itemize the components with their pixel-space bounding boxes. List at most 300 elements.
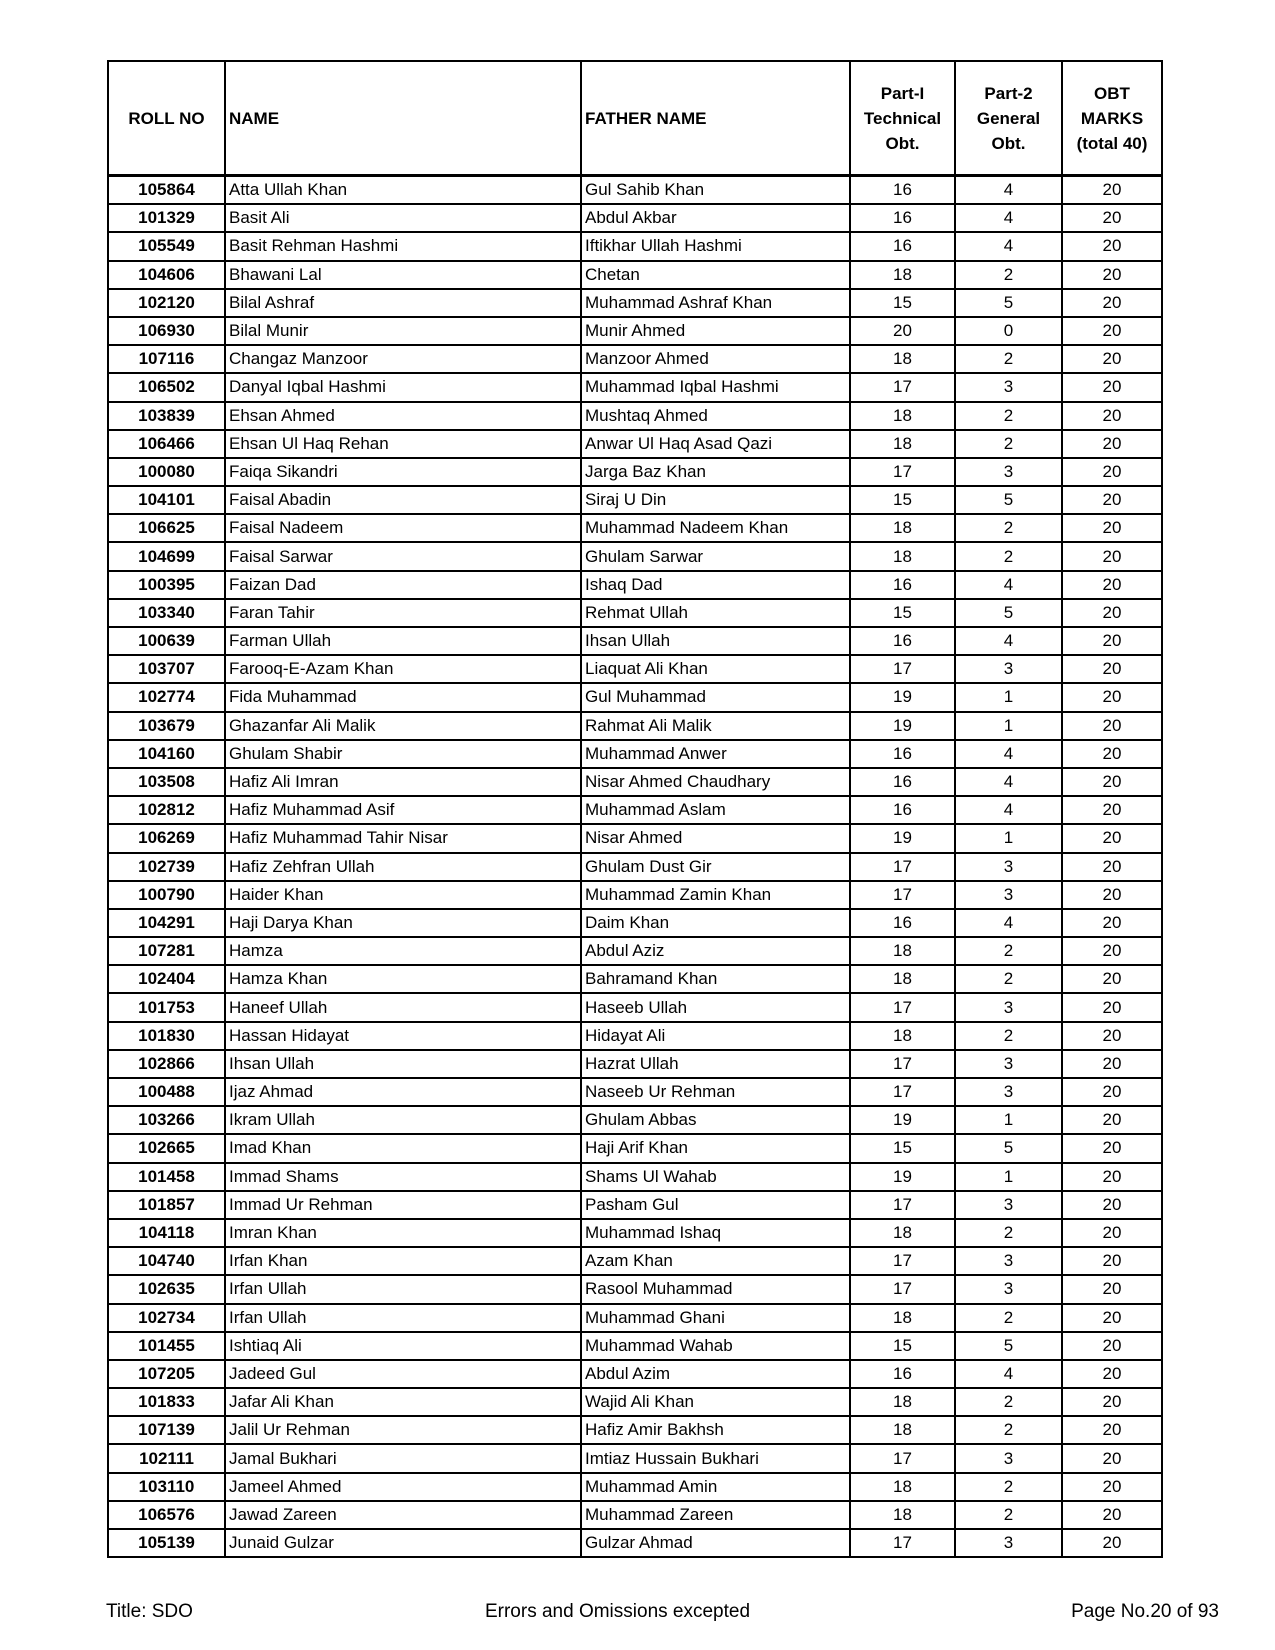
obt-marks-cell: 20 — [1062, 768, 1162, 796]
roll-no-cell: 105549 — [108, 232, 225, 260]
table-row — [108, 655, 1162, 683]
name-cell: Jamal Bukhari — [225, 1444, 581, 1472]
obt-marks-cell: 20 — [1062, 1022, 1162, 1050]
roll-no-cell: 103110 — [108, 1473, 225, 1501]
roll-no-cell: 102734 — [108, 1304, 225, 1332]
header-obt-marks: OBT MARKS (total 40) — [1062, 61, 1162, 176]
name-cell: Hafiz Muhammad Asif — [225, 796, 581, 824]
part1-score-cell: 18 — [850, 402, 955, 430]
name-cell: Hassan Hidayat — [225, 1022, 581, 1050]
roll-no-cell: 104101 — [108, 486, 225, 514]
obt-marks-cell: 20 — [1062, 1134, 1162, 1162]
father-name-cell: Azam Khan — [581, 1247, 850, 1275]
part2-score-cell: 3 — [955, 1275, 1062, 1303]
part2-score-cell: 2 — [955, 430, 1062, 458]
obt-marks-cell: 20 — [1062, 1219, 1162, 1247]
obt-marks-cell: 20 — [1062, 937, 1162, 965]
part2-score-cell: 3 — [955, 1078, 1062, 1106]
table-row — [108, 1275, 1162, 1303]
obt-marks-cell: 20 — [1062, 261, 1162, 289]
part2-score-cell: 0 — [955, 317, 1062, 345]
roll-no-cell: 100080 — [108, 458, 225, 486]
name-cell: Jalil Ur Rehman — [225, 1416, 581, 1444]
obt-marks-cell: 20 — [1062, 824, 1162, 852]
name-cell: Hafiz Ali Imran — [225, 768, 581, 796]
part1-score-cell: 17 — [850, 1050, 955, 1078]
part1-score-cell: 18 — [850, 1388, 955, 1416]
roll-no-cell: 103266 — [108, 1106, 225, 1134]
roll-no-cell: 106576 — [108, 1501, 225, 1529]
part2-score-cell: 3 — [955, 373, 1062, 401]
part2-score-cell: 2 — [955, 1473, 1062, 1501]
part1-score-cell: 18 — [850, 1501, 955, 1529]
roll-no-cell: 102665 — [108, 1134, 225, 1162]
part1-score-cell: 15 — [850, 1134, 955, 1162]
part1-score-cell: 16 — [850, 627, 955, 655]
part1-score-cell: 17 — [850, 1247, 955, 1275]
obt-marks-cell: 20 — [1062, 430, 1162, 458]
part2-score-cell: 2 — [955, 402, 1062, 430]
roll-no-cell: 107139 — [108, 1416, 225, 1444]
father-name-cell: Gul Sahib Khan — [581, 176, 850, 205]
part2-score-cell: 2 — [955, 514, 1062, 542]
name-cell: Ikram Ullah — [225, 1106, 581, 1134]
roll-no-cell: 103508 — [108, 768, 225, 796]
part2-score-cell: 3 — [955, 458, 1062, 486]
obt-marks-cell: 20 — [1062, 712, 1162, 740]
part2-score-cell: 3 — [955, 853, 1062, 881]
father-name-cell: Hafiz Amir Bakhsh — [581, 1416, 850, 1444]
part1-score-cell: 16 — [850, 1360, 955, 1388]
obt-marks-cell: 20 — [1062, 796, 1162, 824]
name-cell: Haider Khan — [225, 881, 581, 909]
roll-no-cell: 106625 — [108, 514, 225, 542]
obt-marks-cell: 20 — [1062, 373, 1162, 401]
obt-marks-cell: 20 — [1062, 627, 1162, 655]
father-name-cell: Siraj U Din — [581, 486, 850, 514]
table-row — [108, 740, 1162, 768]
part2-score-cell: 4 — [955, 1360, 1062, 1388]
table-row — [108, 1501, 1162, 1529]
table-row — [108, 937, 1162, 965]
part2-score-cell: 2 — [955, 345, 1062, 373]
part1-score-cell: 18 — [850, 1473, 955, 1501]
name-cell: Haneef Ullah — [225, 993, 581, 1021]
table-row — [108, 1106, 1162, 1134]
part2-score-cell: 4 — [955, 204, 1062, 232]
table-row — [108, 1163, 1162, 1191]
table-row — [108, 965, 1162, 993]
part1-score-cell: 18 — [850, 965, 955, 993]
roll-no-cell: 102111 — [108, 1444, 225, 1472]
part2-score-cell: 4 — [955, 571, 1062, 599]
table-row — [108, 1304, 1162, 1332]
name-cell: Fida Muhammad — [225, 683, 581, 711]
father-name-cell: Rasool Muhammad — [581, 1275, 850, 1303]
roll-no-cell: 103340 — [108, 599, 225, 627]
roll-no-cell: 101329 — [108, 204, 225, 232]
roll-no-cell: 102739 — [108, 853, 225, 881]
table-row — [108, 1529, 1162, 1557]
part1-score-cell: 17 — [850, 853, 955, 881]
obt-marks-cell: 20 — [1062, 1388, 1162, 1416]
obt-marks-cell: 20 — [1062, 317, 1162, 345]
roll-no-cell: 102120 — [108, 289, 225, 317]
obt-marks-cell: 20 — [1062, 740, 1162, 768]
name-cell: Immad Ur Rehman — [225, 1191, 581, 1219]
part1-score-cell: 15 — [850, 1332, 955, 1360]
part1-score-cell: 18 — [850, 1022, 955, 1050]
father-name-cell: Pasham Gul — [581, 1191, 850, 1219]
page-footer — [0, 1598, 1275, 1626]
table-row — [108, 712, 1162, 740]
table-row — [108, 402, 1162, 430]
part2-score-cell: 3 — [955, 1529, 1062, 1557]
name-cell: Ghazanfar Ali Malik — [225, 712, 581, 740]
part1-score-cell: 16 — [850, 176, 955, 205]
name-cell: Faisal Nadeem — [225, 514, 581, 542]
part1-score-cell: 18 — [850, 514, 955, 542]
father-name-cell: Muhammad Wahab — [581, 1332, 850, 1360]
table-row — [108, 599, 1162, 627]
table-row — [108, 458, 1162, 486]
roll-no-cell: 102635 — [108, 1275, 225, 1303]
name-cell: Basit Ali — [225, 204, 581, 232]
part2-score-cell: 2 — [955, 1388, 1062, 1416]
header-father-name: FATHER NAME — [581, 61, 850, 176]
table-row — [108, 909, 1162, 937]
part1-score-cell: 18 — [850, 937, 955, 965]
father-name-cell: Ghulam Sarwar — [581, 542, 850, 570]
roll-no-cell: 101833 — [108, 1388, 225, 1416]
table-row — [108, 1332, 1162, 1360]
roll-no-cell: 100639 — [108, 627, 225, 655]
roll-no-cell: 102812 — [108, 796, 225, 824]
part1-score-cell: 19 — [850, 683, 955, 711]
name-cell: Junaid Gulzar — [225, 1529, 581, 1557]
father-name-cell: Ihsan Ullah — [581, 627, 850, 655]
name-cell: Irfan Khan — [225, 1247, 581, 1275]
obt-marks-cell: 20 — [1062, 204, 1162, 232]
obt-marks-cell: 20 — [1062, 1106, 1162, 1134]
father-name-cell: Liaquat Ali Khan — [581, 655, 850, 683]
father-name-cell: Daim Khan — [581, 909, 850, 937]
part2-score-cell: 2 — [955, 542, 1062, 570]
name-cell: Hamza — [225, 937, 581, 965]
roll-no-cell: 104699 — [108, 542, 225, 570]
part1-score-cell: 18 — [850, 345, 955, 373]
part1-score-cell: 18 — [850, 1219, 955, 1247]
obt-marks-cell: 20 — [1062, 571, 1162, 599]
part1-score-cell: 17 — [850, 1191, 955, 1219]
part1-score-cell: 17 — [850, 1078, 955, 1106]
roll-no-cell: 100790 — [108, 881, 225, 909]
table-header — [108, 61, 1162, 176]
roll-no-cell: 106502 — [108, 373, 225, 401]
table-row — [108, 1247, 1162, 1275]
name-cell: Faran Tahir — [225, 599, 581, 627]
part1-score-cell: 20 — [850, 317, 955, 345]
obt-marks-cell: 20 — [1062, 1078, 1162, 1106]
part1-score-cell: 17 — [850, 1444, 955, 1472]
part2-score-cell: 5 — [955, 599, 1062, 627]
part2-score-cell: 5 — [955, 1332, 1062, 1360]
part2-score-cell: 4 — [955, 768, 1062, 796]
obt-marks-cell: 20 — [1062, 965, 1162, 993]
part1-score-cell: 16 — [850, 232, 955, 260]
father-name-cell: Jarga Baz Khan — [581, 458, 850, 486]
part1-score-cell: 18 — [850, 430, 955, 458]
roll-no-cell: 101458 — [108, 1163, 225, 1191]
obt-marks-cell: 20 — [1062, 1444, 1162, 1472]
roll-no-cell: 100395 — [108, 571, 225, 599]
part1-score-cell: 17 — [850, 881, 955, 909]
name-cell: Faisal Sarwar — [225, 542, 581, 570]
part2-score-cell: 2 — [955, 1501, 1062, 1529]
part2-score-cell: 3 — [955, 881, 1062, 909]
part1-score-cell: 19 — [850, 712, 955, 740]
part2-score-cell: 3 — [955, 1247, 1062, 1275]
roll-no-cell: 106466 — [108, 430, 225, 458]
father-name-cell: Munir Ahmed — [581, 317, 850, 345]
part2-score-cell: 2 — [955, 1219, 1062, 1247]
name-cell: Ghulam Shabir — [225, 740, 581, 768]
part2-score-cell: 2 — [955, 1416, 1062, 1444]
obt-marks-cell: 20 — [1062, 458, 1162, 486]
table-row — [108, 824, 1162, 852]
part1-score-cell: 19 — [850, 1106, 955, 1134]
table-row — [108, 345, 1162, 373]
obt-marks-cell: 20 — [1062, 1360, 1162, 1388]
name-cell: Imran Khan — [225, 1219, 581, 1247]
header-roll-no: ROLL NO — [108, 61, 225, 176]
name-cell: Ehsan Ul Haq Rehan — [225, 430, 581, 458]
name-cell: Hafiz Muhammad Tahir Nisar — [225, 824, 581, 852]
father-name-cell: Muhammad Ghani — [581, 1304, 850, 1332]
table-row — [108, 1388, 1162, 1416]
roll-no-cell: 104740 — [108, 1247, 225, 1275]
part2-score-cell: 5 — [955, 486, 1062, 514]
roll-no-cell: 104118 — [108, 1219, 225, 1247]
name-cell: Imad Khan — [225, 1134, 581, 1162]
father-name-cell: Hidayat Ali — [581, 1022, 850, 1050]
roll-no-cell: 102404 — [108, 965, 225, 993]
roll-no-cell: 106269 — [108, 824, 225, 852]
part1-score-cell: 18 — [850, 1416, 955, 1444]
part2-score-cell: 3 — [955, 1444, 1062, 1472]
header-name: NAME — [225, 61, 581, 176]
name-cell: Ijaz Ahmad — [225, 1078, 581, 1106]
part1-score-cell: 19 — [850, 824, 955, 852]
obt-marks-cell: 20 — [1062, 599, 1162, 627]
obt-marks-cell: 20 — [1062, 853, 1162, 881]
father-name-cell: Muhammad Ashraf Khan — [581, 289, 850, 317]
part1-score-cell: 18 — [850, 261, 955, 289]
obt-marks-cell: 20 — [1062, 289, 1162, 317]
father-name-cell: Manzoor Ahmed — [581, 345, 850, 373]
obt-marks-cell: 20 — [1062, 1050, 1162, 1078]
table-row — [108, 289, 1162, 317]
name-cell: Ehsan Ahmed — [225, 402, 581, 430]
part2-score-cell: 1 — [955, 683, 1062, 711]
roll-no-cell: 105139 — [108, 1529, 225, 1557]
table-row — [108, 881, 1162, 909]
father-name-cell: Ghulam Dust Gir — [581, 853, 850, 881]
roll-no-cell: 105864 — [108, 176, 225, 205]
roll-no-cell: 107116 — [108, 345, 225, 373]
part1-score-cell: 17 — [850, 1529, 955, 1557]
table-row — [108, 317, 1162, 345]
table-row — [108, 430, 1162, 458]
obt-marks-cell: 20 — [1062, 1529, 1162, 1557]
name-cell: Jafar Ali Khan — [225, 1388, 581, 1416]
father-name-cell: Muhammad Zareen — [581, 1501, 850, 1529]
part1-score-cell: 16 — [850, 768, 955, 796]
name-cell: Ihsan Ullah — [225, 1050, 581, 1078]
part2-score-cell: 4 — [955, 176, 1062, 205]
part2-score-cell: 4 — [955, 740, 1062, 768]
obt-marks-cell: 20 — [1062, 1416, 1162, 1444]
table-row — [108, 1360, 1162, 1388]
roll-no-cell: 100488 — [108, 1078, 225, 1106]
father-name-cell: Abdul Azim — [581, 1360, 850, 1388]
name-cell: Ishtiaq Ali — [225, 1332, 581, 1360]
father-name-cell: Haji Arif Khan — [581, 1134, 850, 1162]
obt-marks-cell: 20 — [1062, 402, 1162, 430]
father-name-cell: Wajid Ali Khan — [581, 1388, 850, 1416]
father-name-cell: Nisar Ahmed Chaudhary — [581, 768, 850, 796]
table-row — [108, 853, 1162, 881]
name-cell: Farooq-E-Azam Khan — [225, 655, 581, 683]
roll-no-cell: 101830 — [108, 1022, 225, 1050]
footer-disclaimer: Errors and Omissions excepted — [484, 1601, 751, 1622]
name-cell: Farman Ullah — [225, 627, 581, 655]
father-name-cell: Chetan — [581, 261, 850, 289]
father-name-cell: Muhammad Zamin Khan — [581, 881, 850, 909]
father-name-cell: Ishaq Dad — [581, 571, 850, 599]
table-row — [108, 486, 1162, 514]
father-name-cell: Muhammad Ishaq — [581, 1219, 850, 1247]
father-name-cell: Muhammad Anwer — [581, 740, 850, 768]
part2-score-cell: 2 — [955, 937, 1062, 965]
part2-score-cell: 3 — [955, 1191, 1062, 1219]
part1-score-cell: 17 — [850, 458, 955, 486]
father-name-cell: Muhammad Aslam — [581, 796, 850, 824]
part2-score-cell: 2 — [955, 1304, 1062, 1332]
obt-marks-cell: 20 — [1062, 345, 1162, 373]
obt-marks-cell: 20 — [1062, 683, 1162, 711]
table-row — [108, 1444, 1162, 1472]
part2-score-cell: 3 — [955, 993, 1062, 1021]
part2-score-cell: 4 — [955, 232, 1062, 260]
header-row — [108, 61, 1162, 176]
part2-score-cell: 4 — [955, 627, 1062, 655]
table-row — [108, 373, 1162, 401]
obt-marks-cell: 20 — [1062, 232, 1162, 260]
table-row — [108, 232, 1162, 260]
father-name-cell: Mushtaq Ahmed — [581, 402, 850, 430]
table-row — [108, 768, 1162, 796]
name-cell: Faizan Dad — [225, 571, 581, 599]
father-name-cell: Anwar Ul Haq Asad Qazi — [581, 430, 850, 458]
part2-score-cell: 1 — [955, 712, 1062, 740]
obt-marks-cell: 20 — [1062, 1163, 1162, 1191]
part2-score-cell: 5 — [955, 1134, 1062, 1162]
obt-marks-cell: 20 — [1062, 993, 1162, 1021]
part1-score-cell: 15 — [850, 486, 955, 514]
table-row — [108, 1191, 1162, 1219]
obt-marks-cell: 20 — [1062, 1191, 1162, 1219]
roll-no-cell: 104606 — [108, 261, 225, 289]
part1-score-cell: 16 — [850, 204, 955, 232]
name-cell: Bilal Ashraf — [225, 289, 581, 317]
name-cell: Hamza Khan — [225, 965, 581, 993]
obt-marks-cell: 20 — [1062, 1473, 1162, 1501]
obt-marks-cell: 20 — [1062, 655, 1162, 683]
footer-title: Title: SDO — [106, 1601, 193, 1622]
obt-marks-cell: 20 — [1062, 1332, 1162, 1360]
name-cell: Bilal Munir — [225, 317, 581, 345]
obt-marks-cell: 20 — [1062, 176, 1162, 205]
father-name-cell: Muhammad Nadeem Khan — [581, 514, 850, 542]
table-row — [108, 1134, 1162, 1162]
part1-score-cell: 16 — [850, 796, 955, 824]
father-name-cell: Imtiaz Hussain Bukhari — [581, 1444, 850, 1472]
table-row — [108, 1219, 1162, 1247]
part2-score-cell: 4 — [955, 909, 1062, 937]
table-row — [108, 204, 1162, 232]
name-cell: Bhawani Lal — [225, 261, 581, 289]
obt-marks-cell: 20 — [1062, 1275, 1162, 1303]
table-row — [108, 627, 1162, 655]
father-name-cell: Gul Muhammad — [581, 683, 850, 711]
obt-marks-cell: 20 — [1062, 1501, 1162, 1529]
part1-score-cell: 17 — [850, 993, 955, 1021]
table-row — [108, 1050, 1162, 1078]
name-cell: Basit Rehman Hashmi — [225, 232, 581, 260]
table-row — [108, 542, 1162, 570]
name-cell: Jameel Ahmed — [225, 1473, 581, 1501]
name-cell: Faisal Abadin — [225, 486, 581, 514]
roll-no-cell: 103707 — [108, 655, 225, 683]
table-row — [108, 514, 1162, 542]
table-row — [108, 261, 1162, 289]
part1-score-cell: 16 — [850, 740, 955, 768]
roll-no-cell: 101753 — [108, 993, 225, 1021]
part1-score-cell: 15 — [850, 289, 955, 317]
name-cell: Changaz Manzoor — [225, 345, 581, 373]
name-cell: Faiqa Sikandri — [225, 458, 581, 486]
table-row — [108, 1473, 1162, 1501]
father-name-cell: Iftikhar Ullah Hashmi — [581, 232, 850, 260]
father-name-cell: Abdul Akbar — [581, 204, 850, 232]
roll-no-cell: 103839 — [108, 402, 225, 430]
obt-marks-cell: 20 — [1062, 542, 1162, 570]
roll-no-cell: 104291 — [108, 909, 225, 937]
name-cell: Jawad Zareen — [225, 1501, 581, 1529]
name-cell: Jadeed Gul — [225, 1360, 581, 1388]
part2-score-cell: 4 — [955, 796, 1062, 824]
roll-no-cell: 107205 — [108, 1360, 225, 1388]
part1-score-cell: 16 — [850, 909, 955, 937]
father-name-cell: Naseeb Ur Rehman — [581, 1078, 850, 1106]
part2-score-cell: 2 — [955, 261, 1062, 289]
father-name-cell: Shams Ul Wahab — [581, 1163, 850, 1191]
roll-no-cell: 106930 — [108, 317, 225, 345]
name-cell: Haji Darya Khan — [225, 909, 581, 937]
table-row — [108, 571, 1162, 599]
roll-no-cell: 101857 — [108, 1191, 225, 1219]
